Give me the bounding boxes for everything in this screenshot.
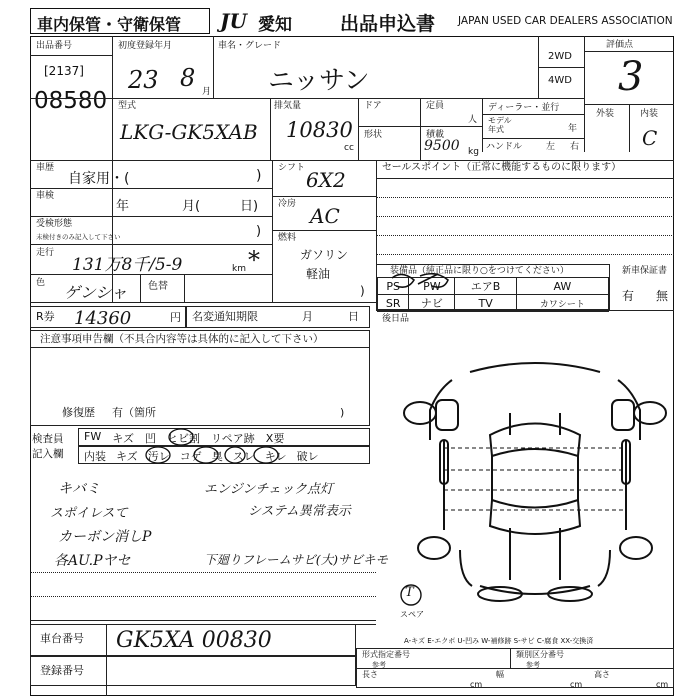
equipment-scribbles [384, 270, 474, 294]
lot-label: 出品番号 [36, 41, 73, 51]
inspector-int-scratch: キズ [116, 450, 138, 463]
fuel-label: 燃料 [278, 233, 297, 243]
color-label: 色 [36, 278, 46, 288]
month-unit: 月 [202, 87, 212, 97]
chassis-value: GK5XA 00830 [116, 628, 272, 653]
capacity-label: 定員 [426, 101, 445, 111]
mileage-label: 走行 [36, 248, 55, 258]
inspector-wear: スレ [232, 450, 255, 463]
exterior-label: 外装 [596, 109, 615, 119]
mileage-value: 131万8千/5-9 [72, 255, 183, 275]
inspection-year: 年 [116, 199, 130, 214]
history-label: 車歴 [36, 163, 55, 173]
width-label: 幅 [496, 670, 504, 679]
registration-year: 23 [128, 66, 159, 94]
interior-label: 内装 [640, 109, 659, 119]
note-4: システム異常表示 [248, 504, 351, 519]
english-title: JAPAN USED CAR DEALERS ASSOCIATION [458, 15, 673, 27]
receipt-close: ) [256, 224, 262, 239]
recycle-value: 14360 [74, 308, 132, 329]
car-name-label: 車名・グレード [218, 41, 282, 51]
load-label: 積載 [426, 130, 445, 140]
lot-bracket: [2137] [44, 64, 84, 78]
inspector-repair: リペア跡 [211, 432, 255, 445]
model-label: 型式 [118, 101, 137, 111]
inspector-dirt: 汚レ [147, 450, 170, 463]
height-unit: cm [656, 680, 669, 689]
equipment-sr: SR [378, 295, 409, 312]
spare-mark: T [405, 585, 414, 600]
capacity-unit: 人 [468, 115, 478, 125]
displacement-unit: cc [344, 143, 354, 153]
load-unit: kg [468, 147, 479, 157]
receipt-note: 未検付きのみ記入して下さい [36, 233, 121, 241]
inspection-month: 月( [182, 199, 201, 214]
lot-number: 08580 [34, 88, 108, 114]
fuel-gasoline: ガソリン [300, 248, 349, 262]
mileage-unit: km [232, 264, 246, 274]
history-close: ) [256, 168, 262, 184]
rear-items-label: 後日品 [382, 314, 410, 324]
recycle-unit: 円 [170, 311, 181, 324]
name-change-month: 月 [302, 310, 313, 323]
brand-name: 愛知 [258, 15, 292, 35]
note-6: 各AU.Pヤセ [54, 553, 131, 569]
repair-value: 有（箇所 [112, 406, 156, 419]
damage-legend: A-キズ E-エクボ U-凹み W-補修跡 S-サビ C-腐食 XX-交換済 [404, 637, 594, 645]
equipment-tv: TV [455, 295, 516, 312]
color-change-label: 色替 [148, 281, 168, 292]
equipment-aw: AW [516, 278, 608, 295]
mileage-mark: * [248, 246, 260, 274]
aircon-label: 冷房 [278, 199, 297, 209]
form-spec-label: 形式指定番号 [362, 650, 410, 659]
inspector-burn: コゲ [179, 450, 202, 463]
new-warranty-label: 新車保証書 [622, 266, 668, 276]
note-7: 下廻りフレームサビ(大)サビキモ [204, 552, 389, 567]
shift-value: 6X2 [306, 168, 346, 192]
repair-close: ) [340, 406, 345, 419]
new-warranty-yes: 有 [622, 289, 635, 303]
inspector-dent: 凹 [145, 432, 156, 445]
door-label: ドア [364, 101, 382, 111]
drive-4wd: 4WD [548, 75, 572, 86]
name-change-label: 名変通知期限 [192, 310, 258, 323]
model-value: LKG-GK5XAB [120, 120, 258, 144]
ju-logo: JU [220, 9, 247, 33]
inspector-circles [80, 426, 370, 466]
note-3: スポイレスて [50, 506, 128, 521]
shape-label: 形状 [364, 130, 383, 140]
aircon-value: AC [310, 204, 340, 228]
dealer-label: ディーラー・並行 [488, 103, 560, 113]
repair-label: 修復歴 [62, 406, 95, 419]
name-change-day: 日 [348, 310, 359, 323]
recycle-label: R券 [36, 310, 55, 323]
fuel-close: ) [360, 284, 365, 298]
receipt-label: 受検形態 [36, 219, 73, 229]
width-unit: cm [570, 680, 583, 689]
storage-label-box [30, 8, 210, 34]
new-warranty-no: 無 [656, 289, 669, 303]
spare-label: スペア [400, 610, 424, 619]
history-value: 自家用・( [68, 171, 130, 187]
inspector-smell: 臭 [211, 450, 223, 463]
load-value: 9500 [424, 138, 460, 154]
interior-value: C [642, 126, 658, 150]
inspector-cut: キレ [264, 450, 287, 463]
form-title: 出品申込書 [340, 13, 436, 35]
color-value: ゲンシャ [64, 283, 127, 302]
car-name-value: ニッサン [268, 66, 370, 96]
length-unit: cm [470, 680, 483, 689]
note-1: キバミ [58, 481, 100, 497]
inspection-label: 車検 [36, 191, 55, 201]
equipment-leather-seat: カワシート [516, 295, 608, 312]
handle-right: 右 [570, 142, 580, 152]
inspector-label: 検査員 記入欄 [32, 433, 64, 460]
drive-2wd: 2WD [548, 51, 572, 62]
length-label: 長さ [362, 670, 378, 679]
equipment-navi: ナビ [409, 295, 455, 312]
fuel-light-oil: 軽油 [306, 267, 331, 281]
handle-label: ハンドル [486, 142, 523, 152]
inspector-tear: 破レ [296, 450, 319, 463]
inspector-fw: FW [84, 430, 102, 443]
equipment-ps: PS [378, 278, 409, 295]
type-class-label: 類別区分番号 [516, 650, 564, 659]
inspector-scratch: キズ [112, 432, 134, 445]
notes-label: 注意事項申告欄（不具合内容等は具体的に記入して下さい） [40, 333, 324, 345]
storage-label: 車内保管・守衛保管 [37, 15, 182, 34]
inspector-x: X要 [265, 432, 285, 445]
rating-score: 3 [618, 54, 644, 100]
registration-label: 初度登録年月 [118, 41, 173, 51]
registration-month: 8 [180, 64, 196, 92]
inspector-crack: ヒビ割 [167, 432, 200, 445]
rating-label: 評価点 [606, 40, 634, 50]
height-label: 高さ [594, 670, 610, 679]
inspector-interior: 内装 [84, 450, 106, 463]
displacement-value: 10830 [286, 118, 353, 142]
equipment-pw: PW [409, 278, 455, 295]
chassis-label: 車台番号 [40, 632, 84, 645]
inspection-day: 日) [240, 199, 259, 214]
equipment-label: 装備品（純正品に限り○をつけてください） [390, 266, 569, 276]
note-2: エンジンチェック点灯 [204, 482, 333, 497]
year-unit: 年 [568, 124, 578, 134]
handle-left: 左 [546, 142, 556, 152]
type-class-ref: 参考 [526, 661, 540, 669]
displacement-label: 排気量 [274, 101, 302, 111]
shift-label: シフト [278, 163, 306, 173]
registration-no-label: 登録番号 [40, 664, 84, 677]
car-damage-diagram [400, 350, 670, 610]
form-spec-ref: 参考 [372, 661, 386, 669]
selling-points-label: セールスポイント（正常に機能するものに限ります） [382, 162, 622, 173]
equipment-airbag: エアB [455, 278, 516, 295]
model-year-label: モデル 年式 [488, 116, 512, 134]
note-5: カーボン消しP [58, 529, 152, 545]
